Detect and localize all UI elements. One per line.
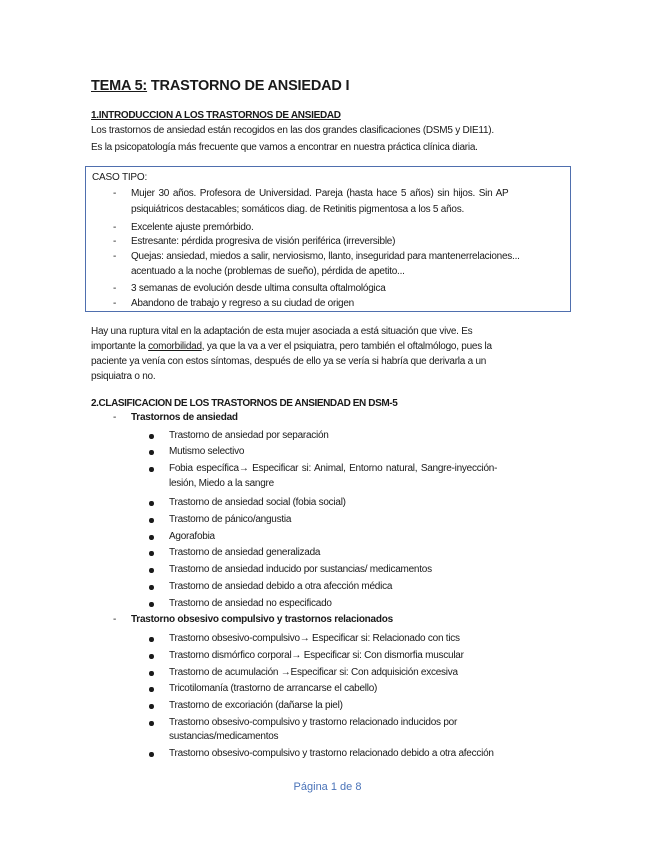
- list-item: Trastorno de ansiedad debido a otra afección médica: [169, 581, 393, 592]
- case-title: CASO TIPO:: [92, 172, 148, 183]
- list-item: Trastorno de ansiedad inducido por sustancias/ medicamentos: [169, 564, 432, 575]
- page-title: [91, 78, 349, 94]
- paragraph-line-3: paciente ya venía con estos síntomas, después de ello ya se vería si habría que derivarla a un: [91, 356, 487, 367]
- case-item: Estresante: pérdida progresiva de visión periférica (irreversible): [131, 236, 396, 247]
- title-text: TRASTORNO DE ANSIEDAD I: [147, 78, 350, 94]
- paragraph-text: importante la: [91, 341, 149, 352]
- dash-bullet: -: [113, 283, 117, 294]
- section1-line-2: Es la psicopatología más frecuente que vamos a encontrar en nuestra práctica clínica diaria.: [91, 142, 478, 153]
- underlined-term: comorbilidad: [148, 341, 202, 352]
- list-item: sustancias/medicamentos: [169, 731, 279, 742]
- paragraph-line-1: Hay una ruptura vital en la adaptación de esta mujer asociada a está situación que vive. Es: [91, 326, 473, 337]
- list-item: Trastorno obsesivo-compulsivo y trastorno relacionado debido a otra afección: [169, 748, 494, 759]
- case-item: Quejas: ansiedad, miedos a salir, nerviosismo, llanto, inseguridad para mantenerrelaciones...: [131, 251, 520, 262]
- list-item: lesión, Miedo a la sangre: [169, 478, 274, 489]
- list-item: Trastorno de excoriación (dañarse la piel): [169, 700, 343, 711]
- list-item: Fobia específica→ Especificar si: Animal, Entorno natural, Sangre-inyección-: [169, 463, 498, 474]
- dash-bullet: -: [113, 236, 117, 247]
- section2-heading: 2.CLASIFICACION DE LOS TRASTORNOS DE ANSIENDAD EN DSM-5: [91, 398, 398, 409]
- list-item: Trastorno obsesivo-compulsivo y trastorno relacionado inducidos por: [169, 717, 458, 728]
- list-item: Trastorno de ansiedad generalizada: [169, 547, 321, 558]
- dash-bullet: -: [113, 188, 117, 199]
- list-item: Trastorno de pánico/angustia: [169, 514, 292, 525]
- page-number: Página 1 de 8: [293, 781, 362, 793]
- title-prefix: TEMA 5:: [91, 78, 148, 94]
- list-item: Agorafobia: [169, 531, 215, 542]
- list-item: Trastorno obsesivo-compulsivo→ Especificar si: Relacionado con tics: [169, 633, 460, 644]
- dash-bullet: -: [113, 251, 117, 262]
- case-item: Excelente ajuste premórbido.: [131, 222, 254, 233]
- group2-label: Trastorno obsesivo compulsivo y trastornos relacionados: [131, 614, 393, 625]
- case-item: Mujer 30 años. Profesora de Universidad. Pareja (hasta hace 5 años) sin hijos. Sin AP: [131, 188, 509, 199]
- group1-label: Trastornos de ansiedad: [131, 412, 238, 423]
- dash-bullet: -: [113, 298, 117, 309]
- list-item: Tricotilomanía (trastorno de arrancarse el cabello): [169, 683, 378, 694]
- list-item: Trastorno de ansiedad no especificado: [169, 598, 332, 609]
- case-item: acentuado a la noche (problemas de sueño), pérdida de apetito...: [131, 266, 405, 277]
- list-item: Trastorno de ansiedad por separación: [169, 430, 329, 441]
- case-item: psiquiátricos destacables; somáticos diag. de Retinitis pigmentosa a los 5 años.: [131, 204, 464, 215]
- case-item: Abandono de trabajo y regreso a su ciudad de origen: [131, 298, 354, 309]
- dash-bullet: -: [113, 412, 117, 423]
- section1-heading: 1.INTRODUCCION A LOS TRASTORNOS DE ANSIEDAD: [91, 110, 341, 121]
- paragraph-line-2: [91, 341, 492, 352]
- case-item: 3 semanas de evolución desde ultima consulta oftalmológica: [131, 283, 386, 294]
- list-item: Trastorno de acumulación →Especificar si: Con adquisición excesiva: [169, 667, 458, 678]
- section1-line-1: Los trastornos de ansiedad están recogidos en las dos grandes clasificaciones (DSM5 y DIE11).: [91, 125, 494, 136]
- dash-bullet: -: [113, 614, 117, 625]
- list-item: Trastorno de ansiedad social (fobia social): [169, 497, 346, 508]
- dash-bullet: -: [113, 222, 117, 233]
- paragraph-line-4: psiquiatra o no.: [91, 371, 156, 382]
- list-item: Mutismo selectivo: [169, 446, 245, 457]
- paragraph-text: , ya que la va a ver el psiquiatra, pero también el oftalmólogo, pues la: [201, 341, 492, 352]
- list-item: Trastorno dismórfico corporal→ Especificar si: Con dismorfia muscular: [169, 650, 464, 661]
